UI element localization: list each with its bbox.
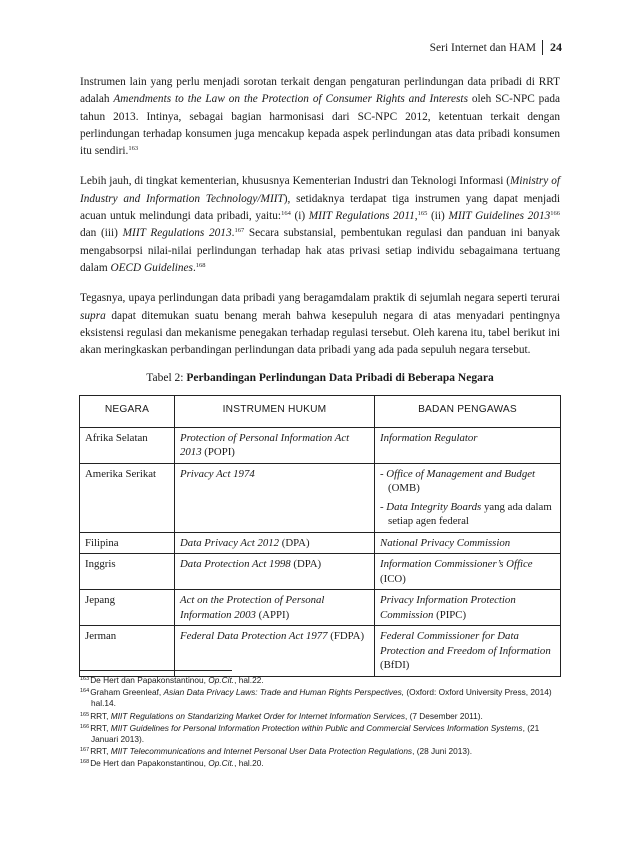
instrument-abbr: (APPI) [255,608,290,621]
cell-instrument [175,427,375,463]
agency-note: yang ada dalam setiap agen federal [388,500,552,528]
agency-abbr: (BfDI) [380,659,410,672]
agency-abbr: (PIPC) [433,608,467,621]
cell-instrument [175,532,375,554]
text: De Hert dan Papakonstantinou, [90,758,209,769]
cell-agency [375,626,561,677]
cell-country: Jerman [80,626,175,677]
table-caption [80,372,560,384]
footnote-number: 168 [80,759,90,766]
footnote-divider [80,670,232,671]
footnote-number: 164 [80,688,90,695]
table-row [80,463,561,532]
agency-name: Privacy Information Protection Commission [380,594,516,621]
guideline-title: OECD Guidelines [110,261,193,274]
comparison-table [79,395,561,677]
footnote-number: 167 [80,747,90,754]
cell-agency [375,427,561,463]
instrument-name: Privacy Act 1974 [180,467,255,480]
regulation-title: MIIT Regulations 2013 [122,227,232,240]
cell-instrument [175,463,375,532]
cell-country: Amerika Serikat [80,463,175,532]
law-title: Amendments to the Law on the Protection of Consumer Rights and Interests [113,93,468,106]
footnote [80,746,560,757]
text: . [192,261,196,274]
citation-italic: MIIT Regulations on Standarizing Market Order for Internet Information Services [110,710,405,721]
agency-abbr: (ICO) [380,572,406,585]
agency-bullet [380,500,555,529]
instrument-abbr: (POPI) [201,446,235,459]
table-row [80,626,561,677]
table-row [80,427,561,463]
citation-italic: Op.Cit. [208,675,235,685]
text: (Oxford: Oxford University Press, 2014) hal.14. [91,687,552,709]
column-header-agency: BADAN PENGAWAS [375,396,561,428]
instrument-abbr: (DPA) [279,536,310,549]
citation-italic: MIIT Telecommunications and Internet Personal User Data Protection Regulations [110,746,413,757]
cell-agency [375,590,561,626]
instrument-name: Act on the Protection of Personal Information 2003 [180,594,325,621]
table-row [80,554,561,590]
text: (i) [290,210,309,223]
text: dan (iii) [80,227,123,240]
cell-country: Jepang [80,590,175,626]
instrument-name: Data Protection Act 1998 [180,558,291,571]
cell-country: Afrika Selatan [80,427,175,463]
footnote-ref[interactable]: 167 [234,227,245,235]
text: ), setidaknya terdapat tiga instrumen yang dapat menjadi acuan untuk melindungi data pribadi, yaitu: [80,192,561,223]
emphasis: supra [80,309,106,322]
instrument-name: Data Privacy Act 2012 [180,536,280,549]
text: . [231,227,235,240]
agency-name: Office of Management and Budget [386,467,536,480]
footnote-ref[interactable]: 165 [417,210,428,218]
bullet-dash: - [380,500,387,513]
text: RRT, [90,746,111,757]
text: , (7 Desember 2011). [405,710,483,721]
table-row [80,590,561,626]
agency-name: Data Integrity Boards [386,500,482,513]
paragraph-1 [80,74,560,160]
cell-instrument [175,554,375,590]
footnote [80,675,560,686]
caption-prefix: Tabel 2: [146,372,187,385]
text: , (28 Juni 2013). [412,746,473,757]
agency-bullet [380,467,555,496]
column-header-country: NEGARA [80,396,175,428]
cell-country: Inggris [80,554,175,590]
text: De Hert dan Papakonstantinou, [90,675,209,685]
table-header-row [80,396,561,428]
text: Instrumen lain yang perlu menjadi sorotan terkait dengan pengaturan perlindungan data pribadi di RRT adalah [80,76,560,106]
instrument-name: Protection of Personal Information Act 2013 [180,431,350,459]
ministry-name: Ministry of Industry and Information Technology/MIIT [80,175,560,205]
text: , hal.20. [234,758,264,769]
footnote [80,687,560,709]
citation-italic: MIIT Guidelines for Personal Information Protection within Public and Commercial Services Information Systems [110,722,523,733]
agency-name: Information Regulator [380,431,478,444]
text: RRT, [90,722,111,733]
text: (ii) [427,210,449,223]
text: RRT, [90,710,111,721]
text: Tegasnya, upaya perlindungan data pribadi yang beragamdalam praktik di sejumlah negara seperti terurai [80,292,560,305]
regulation-title: MIIT Guidelines 2013 [448,210,551,223]
footnote [80,711,560,722]
agency-name: National Privacy Commission [380,536,511,549]
cell-agency [375,463,561,532]
text: , hal.22. [234,675,264,685]
paragraph-2 [80,173,560,277]
cell-instrument [175,590,375,626]
column-header-instrument: INSTRUMEN HUKUM [175,396,375,428]
footnotes [80,675,560,771]
cell-instrument [175,626,375,677]
footnote [80,723,560,745]
text: Graham Greenleaf, [90,687,164,698]
page-number: 24 [550,40,562,54]
footnote-ref[interactable]: 168 [195,261,206,269]
text: Lebih jauh, di tingkat kementerian, khususnya Kementerian Industri dan Teknologi Informasi ( [80,175,511,188]
caption-title: Perbandingan Perlindungan Data Pribadi di Beberapa Negara [186,372,494,385]
text: , (21 Januari 2013). [91,722,540,745]
citation-italic: Op.Cit. [208,758,235,769]
cell-agency [375,532,561,554]
regulation-title: MIIT Regulations 2011 [308,210,415,223]
agency-name: Federal Commissioner for Data Protection and Freedom of Information [380,630,551,657]
running-title: Seri Internet dan HAM [429,41,536,54]
agency-abbr: (OMB) [388,482,420,495]
footnote-ref[interactable]: 166 [550,210,561,218]
text: Secara substansial, pembentukan regulasi dan panduan ini banyak mengabsorpsi nilai-nilai perlindungan terhadap hak atas privasi setiap individu sebagaimana tertuang dalam [80,227,560,274]
page-header [430,40,562,55]
instrument-abbr: (DPA) [290,558,322,571]
page-content [80,74,560,677]
footnote-ref[interactable]: 164 [281,210,291,218]
footnote [80,758,560,769]
cell-agency [375,554,561,590]
footnote-number: 166 [80,723,90,730]
text: , [414,210,418,223]
text: dapat ditemukan suatu benang merah bahwa kesepuluh negara di atas menyadari pentingnya eksistensi regulasi dan mekanisme penegakan terhadap regulasi tersebut. Oleh karena itu, tabel berikut ini akan meringkaskan perbandingan perlindungan data pribadi yang ada pada sepuluh negara tersebut. [80,309,560,357]
instrument-name: Federal Data Protection Act 1977 [180,630,328,643]
citation-italic: Asian Data Privacy Laws: Trade and Human Rights Perspectives, [163,687,405,698]
footnote-number: 165 [80,711,90,718]
text: oleh SC-NPC pada tahun 2013. Intinya, sebagai bagian harmonisasi dari SC-NPC 2012, ketentuan terkait dengan perlindungan terhadap konsumen juga mencakup kepada aspek perlindungan atas data pribadi konsumen itu sendiri. [80,93,560,158]
table-row [80,532,561,554]
instrument-abbr: (FDPA) [327,630,365,643]
footnote-number: 163 [80,676,90,682]
header-divider [542,40,543,55]
agency-name: Information Commissioner’s Office [380,558,533,571]
paragraph-3 [80,290,560,359]
cell-country: Filipina [80,532,175,554]
bullet-dash: - [380,467,387,480]
footnote-ref[interactable]: 163 [128,145,139,153]
